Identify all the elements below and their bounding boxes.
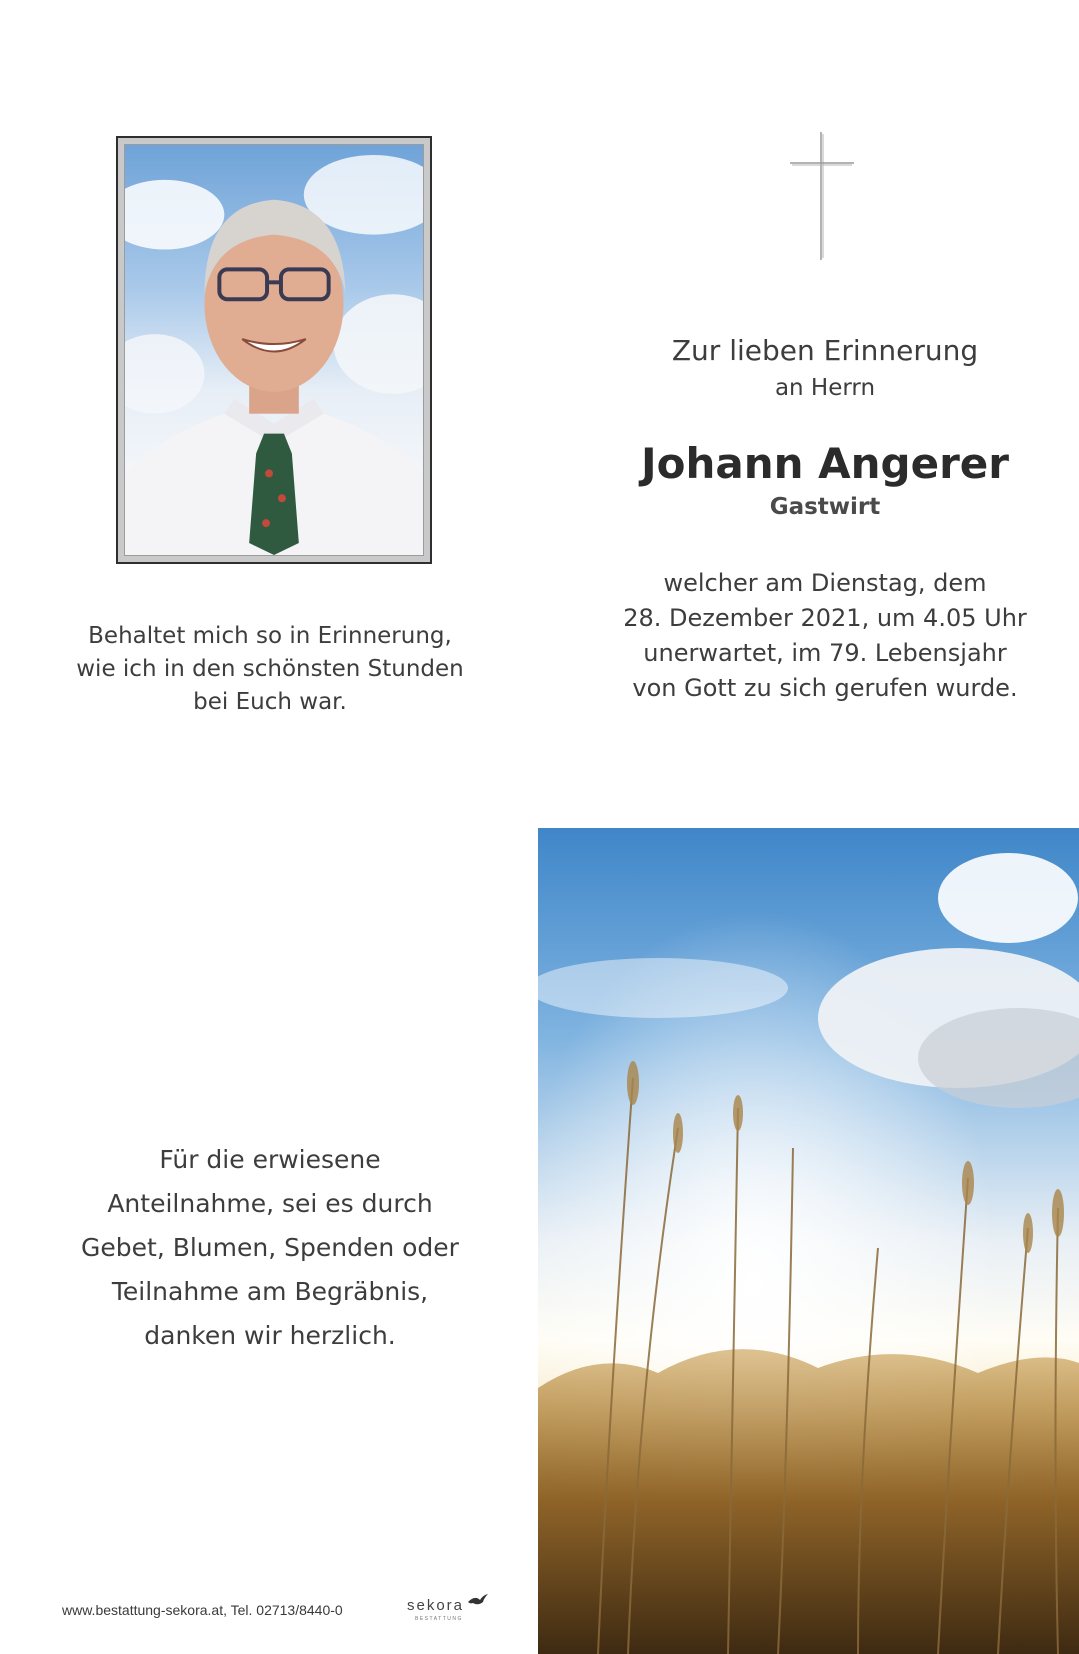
logo-text: sekora (407, 1597, 465, 1614)
motto-line: bei Euch war. (193, 689, 347, 715)
cross-icon (790, 132, 854, 260)
thanks-line: Anteilnahme, sei es durch (107, 1189, 433, 1218)
death-notice-text (600, 566, 1050, 706)
death-line: welcher am Dienstag, dem (663, 569, 987, 597)
death-line: von Gott zu sich gerufen wurde. (632, 674, 1018, 702)
landscape-photo (538, 828, 1079, 1654)
portrait-frame (116, 136, 432, 564)
death-line: 28. Dezember 2021, um 4.05 Uhr (623, 604, 1027, 632)
intro-line-1: Zur lieben Erinnerung (671, 334, 979, 367)
motto-line: Behaltet mich so in Erinnerung, (88, 623, 452, 649)
portrait-photo (124, 144, 424, 556)
profession: Gastwirt (769, 494, 881, 520)
deceased-name: Johann Angerer (640, 439, 1009, 488)
sekora-logo (407, 1597, 491, 1631)
portrait-illustration (125, 145, 423, 555)
thanks-line: danken wir herzlich. (144, 1321, 396, 1350)
sky-grass-illustration (538, 828, 1079, 1654)
death-line: unerwartet, im 79. Lebensjahr (643, 639, 1007, 667)
logo-subtext: BESTATTUNG (415, 1616, 463, 1622)
bird-icon (467, 1593, 489, 1607)
thanks-text (40, 1138, 500, 1358)
motto-text (40, 620, 500, 719)
thanks-line: Gebet, Blumen, Spenden oder (81, 1233, 459, 1262)
motto-line: wie ich in den schönsten Stunden (76, 656, 464, 682)
intro-line-2: an Herrn (774, 375, 876, 401)
thanks-line: Für die erwiesene (159, 1145, 381, 1174)
thanks-line: Teilnahme am Begräbnis, (111, 1277, 429, 1306)
footer-contact: www.bestattung-sekora.at, Tel. 02713/8440-0 (62, 1602, 343, 1618)
